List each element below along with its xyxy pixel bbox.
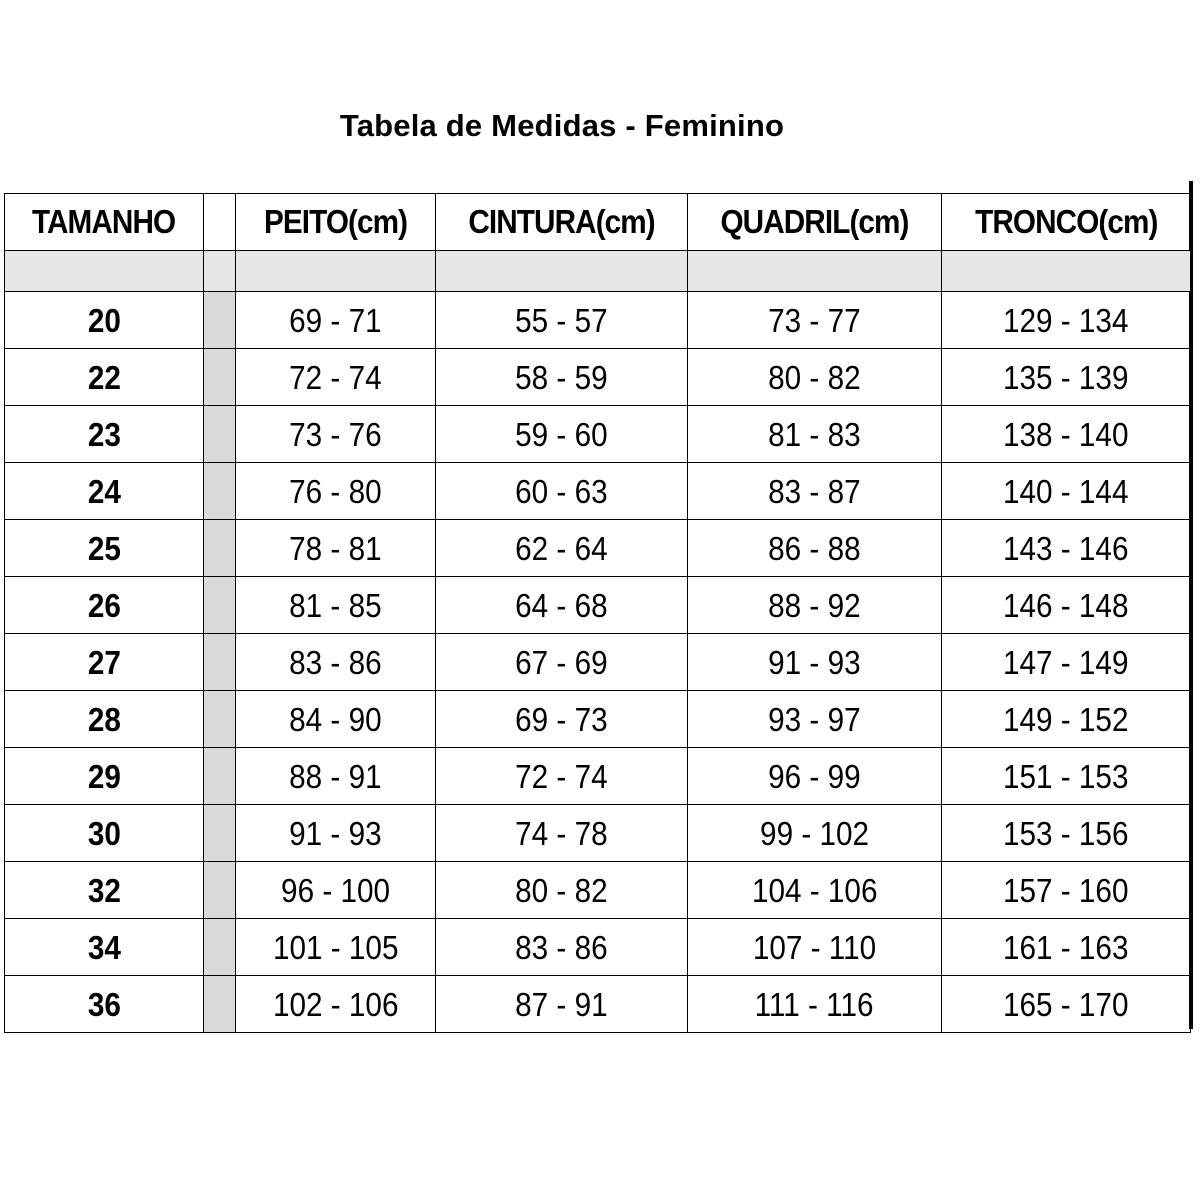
gap-cell xyxy=(204,251,236,292)
header-tamanho xyxy=(5,194,204,251)
cintura-value: 87 - 91 xyxy=(515,986,608,1023)
tronco-value: 135 - 139 xyxy=(1003,359,1129,396)
tronco-cell xyxy=(942,349,1191,406)
tronco-cell xyxy=(942,292,1191,349)
size-cell xyxy=(5,577,204,634)
gap-cell xyxy=(236,251,436,292)
spacer-cell xyxy=(204,976,236,1033)
tronco-value: 140 - 144 xyxy=(1003,473,1129,510)
tronco-cell xyxy=(942,691,1191,748)
header-spacer xyxy=(204,194,236,251)
quadril-cell xyxy=(688,691,942,748)
peito-value: 83 - 86 xyxy=(289,644,382,681)
table-row xyxy=(5,748,1191,805)
tronco-cell xyxy=(942,805,1191,862)
cintura-cell xyxy=(436,463,688,520)
cintura-cell xyxy=(436,748,688,805)
size-cell xyxy=(5,805,204,862)
quadril-cell xyxy=(688,976,942,1033)
cintura-cell xyxy=(436,976,688,1033)
size-value: 22 xyxy=(87,359,121,396)
spacer-cell xyxy=(204,292,236,349)
cintura-cell xyxy=(436,862,688,919)
gap-cell xyxy=(688,251,942,292)
tronco-cell xyxy=(942,406,1191,463)
table-row xyxy=(5,862,1191,919)
tronco-value: 129 - 134 xyxy=(1003,302,1129,339)
spacer-cell xyxy=(204,349,236,406)
header-tronco xyxy=(942,194,1191,251)
header-peito-label: PEITO(cm) xyxy=(263,203,408,240)
peito-cell xyxy=(236,292,436,349)
peito-cell xyxy=(236,805,436,862)
quadril-value: 91 - 93 xyxy=(768,644,861,681)
size-cell xyxy=(5,691,204,748)
spacer-cell xyxy=(204,862,236,919)
cintura-value: 80 - 82 xyxy=(515,872,608,909)
tronco-value: 165 - 170 xyxy=(1003,986,1129,1023)
spacer-cell xyxy=(204,520,236,577)
peito-cell xyxy=(236,577,436,634)
cintura-cell xyxy=(436,406,688,463)
tronco-value: 149 - 152 xyxy=(1003,701,1129,738)
cintura-cell xyxy=(436,919,688,976)
cintura-value: 58 - 59 xyxy=(515,359,608,396)
size-value: 20 xyxy=(87,302,121,339)
quadril-cell xyxy=(688,463,942,520)
size-cell xyxy=(5,520,204,577)
quadril-value: 93 - 97 xyxy=(768,701,861,738)
cintura-cell xyxy=(436,349,688,406)
peito-cell xyxy=(236,463,436,520)
peito-cell xyxy=(236,406,436,463)
peito-cell xyxy=(236,919,436,976)
size-cell xyxy=(5,748,204,805)
size-value: 30 xyxy=(87,815,121,852)
peito-value: 84 - 90 xyxy=(289,701,382,738)
peito-cell xyxy=(236,634,436,691)
spacer-cell xyxy=(204,919,236,976)
table-header-row xyxy=(5,194,1191,251)
spacer-cell xyxy=(204,691,236,748)
quadril-value: 81 - 83 xyxy=(768,416,861,453)
quadril-cell xyxy=(688,634,942,691)
quadril-value: 99 - 102 xyxy=(760,815,869,852)
size-value: 34 xyxy=(87,929,121,966)
peito-value: 69 - 71 xyxy=(289,302,382,339)
table-row xyxy=(5,976,1191,1033)
header-cintura xyxy=(436,194,688,251)
peito-value: 91 - 93 xyxy=(289,815,382,852)
cintura-cell xyxy=(436,577,688,634)
peito-value: 81 - 85 xyxy=(289,587,382,624)
quadril-value: 73 - 77 xyxy=(768,302,861,339)
cintura-value: 55 - 57 xyxy=(515,302,608,339)
spacer-cell xyxy=(204,577,236,634)
spacer-cell xyxy=(204,463,236,520)
size-value: 32 xyxy=(87,872,121,909)
size-cell xyxy=(5,919,204,976)
tronco-value: 138 - 140 xyxy=(1003,416,1129,453)
cintura-value: 67 - 69 xyxy=(515,644,608,681)
peito-value: 73 - 76 xyxy=(289,416,382,453)
spacer-cell xyxy=(204,805,236,862)
cintura-value: 64 - 68 xyxy=(515,587,608,624)
size-cell xyxy=(5,349,204,406)
quadril-value: 111 - 116 xyxy=(755,986,874,1023)
peito-cell xyxy=(236,691,436,748)
cintura-value: 59 - 60 xyxy=(515,416,608,453)
table-row xyxy=(5,406,1191,463)
peito-value: 78 - 81 xyxy=(289,530,382,567)
size-value: 28 xyxy=(87,701,121,738)
header-quadril xyxy=(688,194,942,251)
size-value: 29 xyxy=(87,758,121,795)
quadril-cell xyxy=(688,406,942,463)
cintura-value: 69 - 73 xyxy=(515,701,608,738)
quadril-value: 107 - 110 xyxy=(752,929,877,966)
header-tronco-label: TRONCO(cm) xyxy=(974,203,1158,240)
quadril-value: 80 - 82 xyxy=(768,359,861,396)
quadril-cell xyxy=(688,862,942,919)
tronco-cell xyxy=(942,748,1191,805)
header-cintura-label: CINTURA(cm) xyxy=(468,203,655,240)
table-row xyxy=(5,577,1191,634)
tronco-cell xyxy=(942,463,1191,520)
cintura-cell xyxy=(436,520,688,577)
size-cell xyxy=(5,292,204,349)
size-value: 23 xyxy=(87,416,121,453)
peito-cell xyxy=(236,349,436,406)
spacer-cell xyxy=(204,634,236,691)
tronco-value: 161 - 163 xyxy=(1003,929,1129,966)
size-value: 36 xyxy=(87,986,121,1023)
gap-row xyxy=(5,251,1191,292)
table-row xyxy=(5,691,1191,748)
peito-value: 96 - 100 xyxy=(281,872,390,909)
cintura-cell xyxy=(436,292,688,349)
size-table xyxy=(4,193,1191,1033)
spacer-cell xyxy=(204,406,236,463)
table-row xyxy=(5,349,1191,406)
peito-cell xyxy=(236,976,436,1033)
size-value: 27 xyxy=(87,644,121,681)
gap-cell xyxy=(436,251,688,292)
size-value: 24 xyxy=(87,473,121,510)
quadril-cell xyxy=(688,805,942,862)
quadril-cell xyxy=(688,349,942,406)
size-cell xyxy=(5,634,204,691)
table-row xyxy=(5,463,1191,520)
tronco-cell xyxy=(942,976,1191,1033)
quadril-value: 88 - 92 xyxy=(768,587,861,624)
table-row xyxy=(5,292,1191,349)
cintura-value: 62 - 64 xyxy=(515,530,608,567)
tronco-value: 157 - 160 xyxy=(1003,872,1129,909)
gap-cell xyxy=(942,251,1191,292)
quadril-value: 104 - 106 xyxy=(751,872,878,909)
size-cell xyxy=(5,463,204,520)
quadril-cell xyxy=(688,577,942,634)
peito-value: 72 - 74 xyxy=(289,359,382,396)
quadril-value: 83 - 87 xyxy=(768,473,861,510)
quadril-cell xyxy=(688,520,942,577)
table-row xyxy=(5,634,1191,691)
cintura-cell xyxy=(436,634,688,691)
tronco-value: 143 - 146 xyxy=(1003,530,1129,567)
table-body xyxy=(5,251,1191,1033)
spacer-cell xyxy=(204,748,236,805)
size-cell xyxy=(5,862,204,919)
header-quadril-label: QUADRIL(cm) xyxy=(720,203,909,240)
peito-cell xyxy=(236,862,436,919)
quadril-cell xyxy=(688,748,942,805)
cintura-value: 74 - 78 xyxy=(515,815,608,852)
peito-value: 76 - 80 xyxy=(289,473,382,510)
quadril-cell xyxy=(688,919,942,976)
table-row xyxy=(5,919,1191,976)
tronco-value: 146 - 148 xyxy=(1003,587,1129,624)
cintura-cell xyxy=(436,691,688,748)
tronco-value: 153 - 156 xyxy=(1003,815,1129,852)
tronco-cell xyxy=(942,577,1191,634)
size-value: 26 xyxy=(87,587,121,624)
cintura-value: 83 - 86 xyxy=(515,929,608,966)
peito-value: 101 - 105 xyxy=(272,929,399,966)
quadril-value: 86 - 88 xyxy=(768,530,861,567)
cintura-value: 60 - 63 xyxy=(515,473,608,510)
tronco-value: 151 - 153 xyxy=(1003,758,1129,795)
table-row xyxy=(5,805,1191,862)
table-row xyxy=(5,520,1191,577)
size-value: 25 xyxy=(87,530,121,567)
size-cell xyxy=(5,976,204,1033)
tronco-cell xyxy=(942,862,1191,919)
tronco-cell xyxy=(942,520,1191,577)
quadril-value: 96 - 99 xyxy=(768,758,861,795)
peito-cell xyxy=(236,520,436,577)
cintura-cell xyxy=(436,805,688,862)
header-peito xyxy=(236,194,436,251)
peito-value: 102 - 106 xyxy=(272,986,399,1023)
page-title: Tabela de Medidas - Feminino xyxy=(339,108,785,143)
tronco-cell xyxy=(942,634,1191,691)
tronco-cell xyxy=(942,919,1191,976)
cintura-value: 72 - 74 xyxy=(515,758,608,795)
header-tamanho-label: TAMANHO xyxy=(32,203,176,240)
size-cell xyxy=(5,406,204,463)
peito-cell xyxy=(236,748,436,805)
peito-value: 88 - 91 xyxy=(289,758,382,795)
tronco-value: 147 - 149 xyxy=(1003,644,1129,681)
gap-cell xyxy=(5,251,204,292)
quadril-cell xyxy=(688,292,942,349)
